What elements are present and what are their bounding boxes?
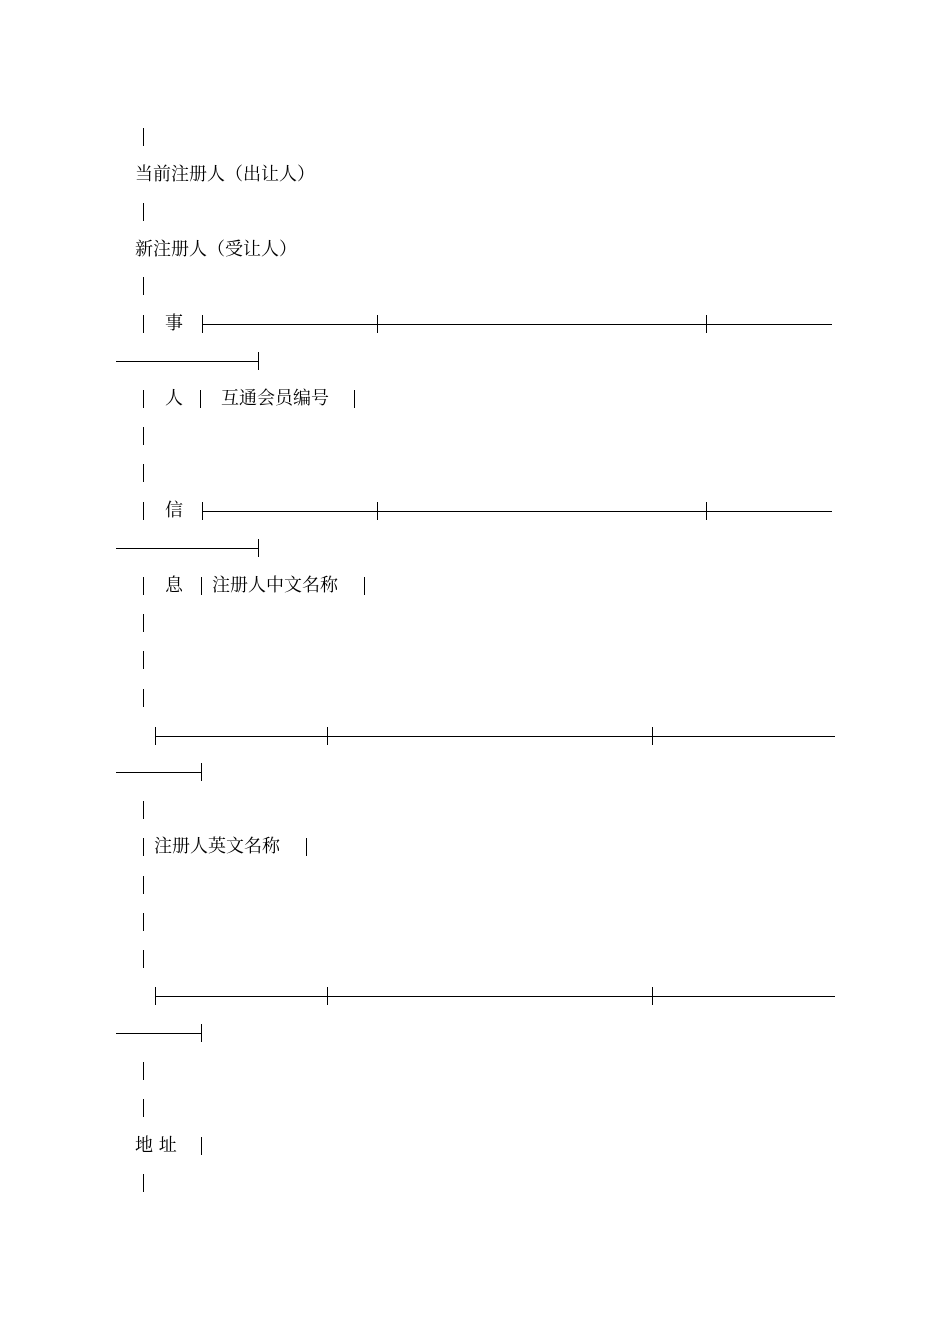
- bar-mark: [143, 1174, 144, 1192]
- bar-mark: [143, 689, 144, 707]
- bar-mark: [143, 1099, 144, 1117]
- bar-mark: [143, 913, 144, 931]
- side-char-ren: 人: [165, 388, 183, 409]
- table-rule: [116, 772, 201, 773]
- bar-mark: [143, 614, 144, 632]
- rule-tick: [377, 315, 378, 333]
- table-rule: [155, 996, 835, 997]
- table-rule: [116, 548, 258, 549]
- rule-tick: [706, 315, 707, 333]
- bar-mark: [143, 950, 144, 968]
- bar-mark: [364, 577, 365, 595]
- side-char-shi: 事: [165, 313, 183, 334]
- bar-mark: [143, 502, 144, 520]
- rule-tick: [201, 763, 202, 781]
- bar-mark: [143, 390, 144, 408]
- bar-mark: [143, 315, 144, 333]
- bar-mark: [143, 203, 144, 221]
- bar-mark: [143, 651, 144, 669]
- rule-tick: [377, 502, 378, 520]
- side-char-xi: 息: [165, 575, 183, 596]
- bar-mark: [200, 390, 201, 408]
- table-rule: [116, 361, 258, 362]
- table-rule: [202, 511, 832, 512]
- name-cn-label: 注册人中文名称: [212, 575, 338, 596]
- rule-tick: [652, 987, 653, 1005]
- bar-mark: [143, 838, 144, 856]
- bar-mark: [143, 801, 144, 819]
- member-id-label: 互通会员编号: [221, 388, 329, 409]
- bar-mark: [143, 277, 144, 295]
- rule-tick: [258, 539, 259, 557]
- current-registrant-heading: 当前注册人（出让人）: [135, 164, 315, 185]
- bar-mark: [354, 390, 355, 408]
- side-char-xin: 信: [165, 500, 183, 521]
- table-rule: [116, 1033, 201, 1034]
- table-rule: [155, 736, 835, 737]
- bar-mark: [143, 427, 144, 445]
- table-rule: [202, 324, 832, 325]
- rule-tick: [327, 987, 328, 1005]
- bar-mark: [201, 577, 202, 595]
- bar-mark: [143, 876, 144, 894]
- rule-tick: [652, 727, 653, 745]
- rule-tick: [706, 502, 707, 520]
- bar-mark: [201, 1137, 202, 1155]
- bar-mark: [306, 838, 307, 856]
- bar-mark: [143, 464, 144, 482]
- address-label: 地 址: [135, 1135, 177, 1156]
- rule-tick: [201, 1024, 202, 1042]
- new-registrant-heading: 新注册人（受让人）: [135, 239, 297, 260]
- bar-mark: [143, 128, 144, 146]
- bar-mark: [143, 1062, 144, 1080]
- rule-tick: [258, 352, 259, 370]
- bar-mark: [143, 577, 144, 595]
- name-en-label: 注册人英文名称: [154, 836, 280, 857]
- rule-tick: [327, 727, 328, 745]
